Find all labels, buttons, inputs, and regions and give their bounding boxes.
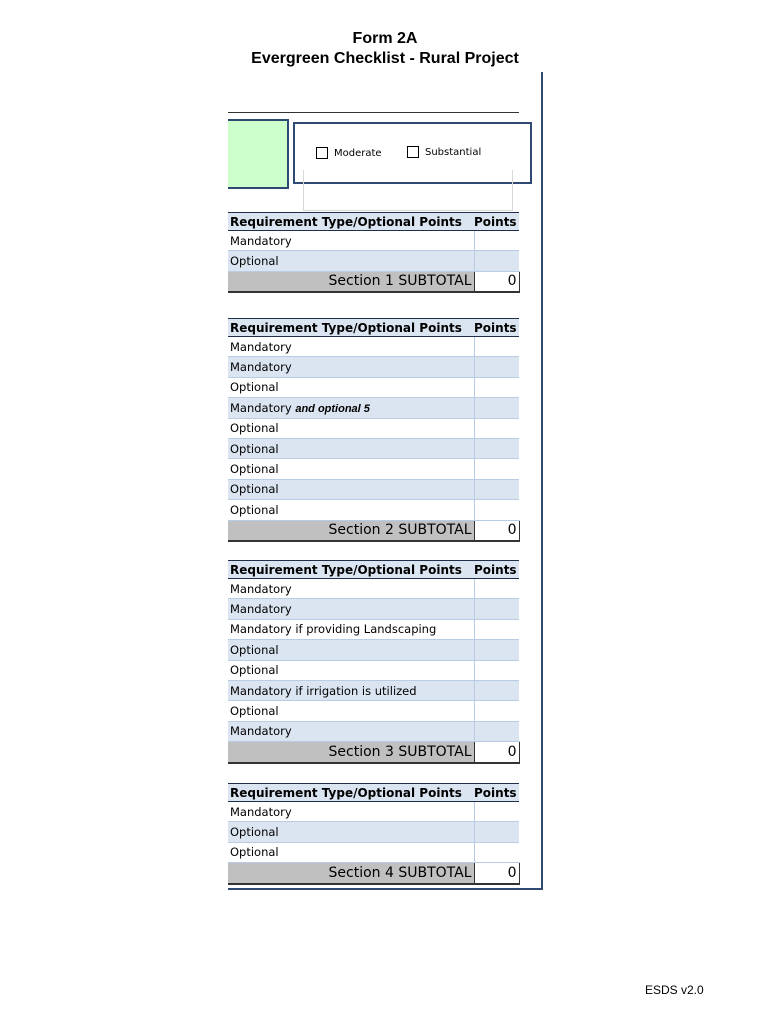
subtotal-label: Section 2 SUBTOTAL [228,520,474,541]
points-input-cell[interactable] [474,251,519,271]
requirement-type-cell [228,842,474,862]
points-header: Points [474,561,519,579]
subtotal-row [228,742,519,763]
points-input-cell[interactable] [474,660,519,680]
points-input-cell[interactable] [474,479,519,499]
table-header-row [228,319,519,337]
requirement-type-cell [228,231,474,251]
table-header-row [228,561,519,579]
requirement-type-text: Mandatory [230,724,292,739]
requirement-type-cell [228,251,474,271]
table-row [228,599,519,619]
table-row [228,251,519,271]
requirement-type-text: Mandatory [230,339,292,354]
table-row [228,398,519,418]
requirement-type-header: Requirement Type/Optional Points [228,213,474,231]
requirement-type-header: Requirement Type/Optional Points [228,319,474,337]
table-row [228,721,519,741]
points-input-cell[interactable] [474,438,519,458]
requirement-type-cell [228,701,474,721]
requirement-type-text: Optional [230,663,279,678]
points-input-cell[interactable] [474,500,519,520]
section-4-table [228,783,520,885]
points-input-cell[interactable] [474,337,519,357]
points-header: Points [474,784,519,802]
divider-line [228,112,519,113]
points-header: Points [474,319,519,337]
subtotal-value: 0 [474,271,519,292]
substantial-label: Substantial [425,146,482,158]
green-input-box[interactable] [228,119,289,189]
points-input-cell[interactable] [474,418,519,438]
table-row [228,842,519,862]
requirement-type-cell [228,418,474,438]
requirement-type-text: Optional [230,462,279,477]
subtotal-row [228,271,519,292]
faint-outline-box [303,170,513,211]
requirement-type-text: Optional [230,254,279,269]
subtotal-row [228,520,519,541]
points-input-cell[interactable] [474,377,519,397]
requirement-type-cell [228,357,474,377]
requirement-type-cell [228,337,474,357]
requirement-type-cell [228,721,474,741]
requirement-type-header: Requirement Type/Optional Points [228,784,474,802]
table-row [228,579,519,599]
subtotal-label: Section 1 SUBTOTAL [228,271,474,292]
requirement-type-text: Mandatory [230,581,292,596]
requirement-type-cell [228,579,474,599]
section-3-table [228,560,520,764]
requirement-type-text: Mandatory [230,360,292,375]
requirement-type-cell [228,822,474,842]
requirement-type-cell [228,479,474,499]
table-row [228,418,519,438]
points-input-cell[interactable] [474,822,519,842]
subtotal-value: 0 [474,863,519,884]
points-input-cell[interactable] [474,398,519,418]
form-number: Form 2A [352,30,418,47]
requirement-type-cell [228,619,474,639]
points-header: Points [474,213,519,231]
table-row [228,619,519,639]
table-row [228,660,519,680]
subtotal-value: 0 [474,742,519,763]
substantial-option[interactable] [407,146,481,158]
requirement-type-text: Optional [230,845,279,860]
requirement-type-cell [228,802,474,822]
points-input-cell[interactable] [474,579,519,599]
table-row [228,459,519,479]
table-row [228,822,519,842]
points-input-cell[interactable] [474,619,519,639]
requirement-type-text: Mandatory [230,602,292,617]
requirement-type-cell [228,398,474,418]
requirement-type-text: Mandatory if providing Landscaping [230,622,437,637]
points-input-cell[interactable] [474,599,519,619]
requirement-type-text: Optional [230,825,279,840]
subtotal-value: 0 [474,520,519,541]
requirement-type-cell [228,660,474,680]
version-footer: ESDS v2.0 [645,983,704,997]
table-row [228,357,519,377]
table-row [228,500,519,520]
requirement-type-text: Mandatory [230,804,292,819]
requirement-type-cell [228,599,474,619]
table-row [228,640,519,660]
requirement-type-cell [228,640,474,660]
requirement-type-cell [228,459,474,479]
points-input-cell[interactable] [474,357,519,377]
table-row [228,377,519,397]
points-input-cell[interactable] [474,802,519,822]
table-row [228,680,519,700]
points-input-cell[interactable] [474,680,519,700]
requirement-type-text: Optional [230,642,279,657]
section-2-table [228,318,520,542]
section-1-table [228,212,520,293]
points-input-cell[interactable] [474,701,519,721]
requirement-type-text: Mandatory [230,233,292,248]
moderate-checkbox[interactable] [316,147,328,159]
moderate-label: Moderate [334,147,382,159]
requirement-type-text: Optional [230,441,279,456]
table-row [228,231,519,251]
table-row [228,802,519,822]
table-row [228,337,519,357]
requirement-type-text: Optional [230,704,279,719]
table-row [228,701,519,721]
requirement-type-text: Optional [230,380,279,395]
subtotal-label: Section 3 SUBTOTAL [228,742,474,763]
requirement-type-header: Requirement Type/Optional Points [228,561,474,579]
table-row [228,479,519,499]
substantial-checkbox[interactable] [407,146,419,158]
form-title: Evergreen Checklist - Rural Project [251,50,519,67]
requirement-type-text: Optional [230,482,279,497]
requirement-type-cell [228,377,474,397]
table-header-row [228,784,519,802]
table-row [228,438,519,458]
points-input-cell[interactable] [474,231,519,251]
requirement-type-cell [228,438,474,458]
requirement-type-text: Optional [230,502,279,517]
moderate-option[interactable] [316,147,382,159]
requirement-type-cell [228,500,474,520]
points-input-cell[interactable] [474,842,519,862]
points-input-cell[interactable] [474,459,519,479]
requirement-type-text: Optional [230,421,279,436]
points-input-cell[interactable] [474,640,519,660]
subtotal-label: Section 4 SUBTOTAL [228,863,474,884]
requirement-type-text: Mandatory if irrigation is utilized [230,683,417,698]
requirement-type-cell [228,680,474,700]
table-header-row [228,213,519,231]
subtotal-row [228,863,519,884]
points-input-cell[interactable] [474,721,519,741]
requirement-type-text: Mandatory [230,400,292,415]
requirement-extra-text: and optional 5 [295,402,370,415]
